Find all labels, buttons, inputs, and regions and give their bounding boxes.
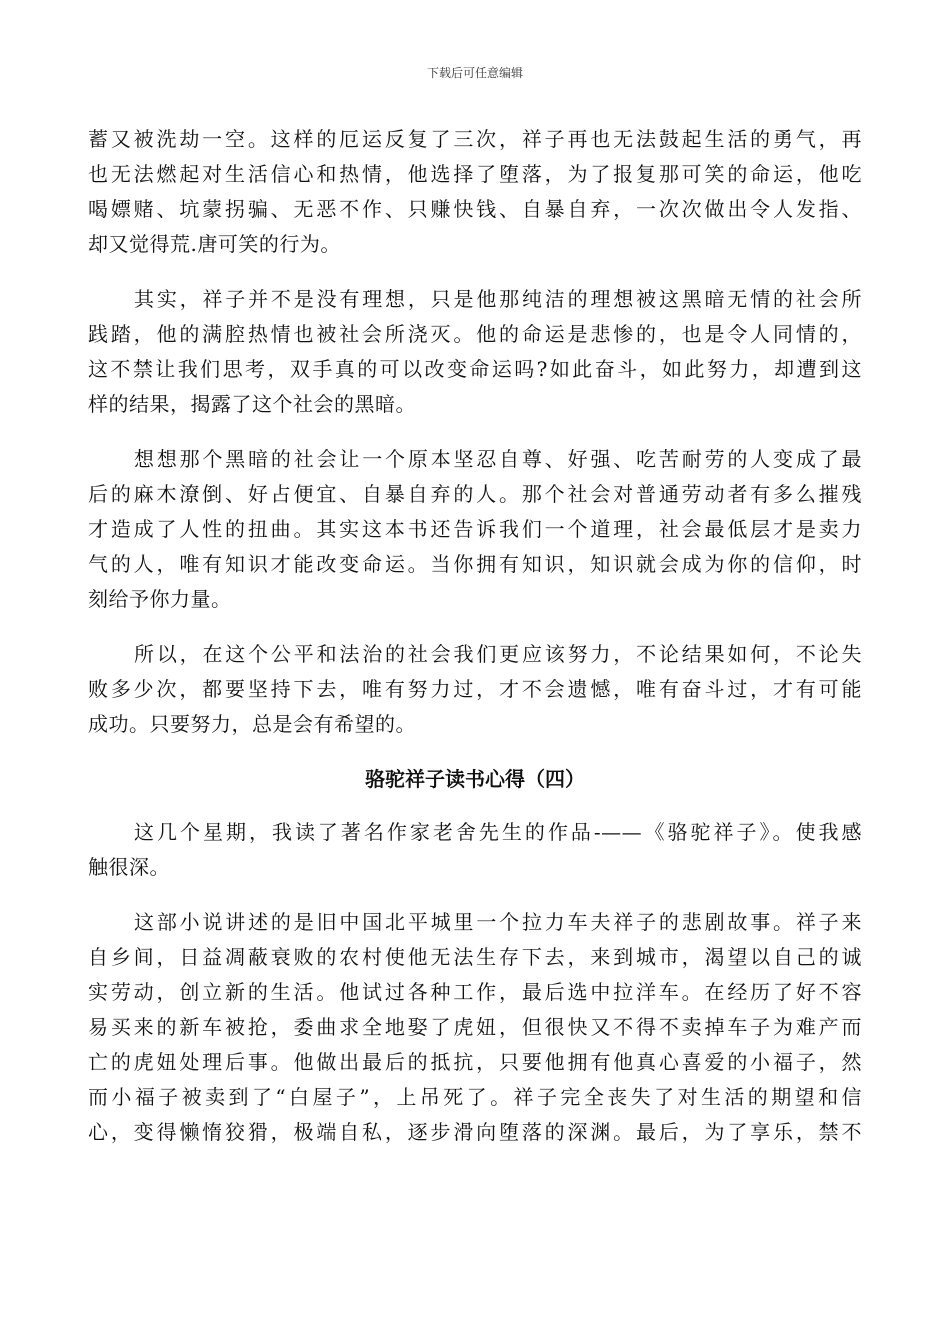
text-line: 心，变得懒惰狡猾，极端自私，逐步滑向堕落的深渊。最后，为了享乐，禁不	[88, 1120, 862, 1144]
text-line: 这部小说讲述的是旧中国北平城里一个拉力车夫祥子的悲剧故事。祥子来	[134, 910, 862, 934]
text-line: 易买来的新车被抢，委曲求全地娶了虎妞，但很快又不得不卖掉车子为难产而	[88, 1015, 862, 1039]
text-line: 成功。只要努力，总是会有希望的。	[88, 712, 416, 736]
text-line: 实劳动，创立新的生活。他试过各种工作，最后选中拉洋车。在经历了好不容	[88, 980, 862, 1004]
text-line: 也无法燃起对生活信心和热情，他选择了堕落，为了报复那可笑的命运，他吃	[88, 162, 862, 186]
section-title: 骆驼祥子读书心得（四）	[365, 767, 585, 791]
text-line: 而小福子被卖到了“白屋子”，上吊死了。祥子完全丧失了对生活的期望和信	[88, 1085, 862, 1109]
text-line: 刻给予你力量。	[88, 587, 232, 611]
page-header: 下载后可任意编辑	[426, 66, 523, 80]
text-line: 喝嫖赌、坑蒙拐骗、无恶不作、只赚快钱、自暴自弃，一次次做出令人发指、	[88, 197, 862, 221]
text-line: 践踏，他的满腔热情也被社会所浇灭。他的命运是悲惨的，也是令人同情的，	[88, 322, 862, 346]
text-line: 这几个星期，我读了著名作家老舍先生的作品-——《骆驼祥子》。使我感	[134, 820, 862, 844]
paragraph-2	[88, 282, 862, 422]
text-line: 所以，在这个公平和法治的社会我们更应该努力，不论结果如何，不论失	[134, 642, 862, 666]
text-line: 这不禁让我们思考，双手真的可以改变命运吗?如此奋斗，如此努力，却遭到这	[88, 357, 862, 381]
paragraph-3	[88, 442, 862, 617]
text-line: 败多少次，都要坚持下去，唯有努力过，才不会遗憾，唯有奋斗过，才有可能	[88, 677, 862, 701]
text-line: 触很深。	[88, 855, 170, 879]
text-line: 却又觉得荒.唐可笑的行为。	[88, 232, 341, 256]
text-line: 才造成了人性的扭曲。其实这本书还告诉我们一个道理，社会最低层才是卖力	[88, 517, 862, 541]
paragraph-1	[88, 122, 862, 262]
text-line: 想想那个黑暗的社会让一个原本坚忍自尊、好强、吃苦耐劳的人变成了最	[134, 447, 862, 471]
text-line: 后的麻木潦倒、好占便宜、自暴自弃的人。那个社会对普通劳动者有多么摧残	[88, 482, 862, 506]
text-line: 蓄又被洗劫一空。这样的厄运反复了三次，祥子再也无法鼓起生活的勇气，再	[88, 127, 862, 151]
text-line: 亡的虎妞处理后事。他做出最后的抵抗，只要他拥有他真心喜爱的小福子，然	[88, 1050, 862, 1074]
text-line: 气的人，唯有知识才能改变命运。当你拥有知识，知识就会成为你的信仰，时	[88, 552, 862, 576]
paragraph-6	[88, 905, 862, 1150]
text-line: 其实，祥子并不是没有理想，只是他那纯洁的理想被这黑暗无情的社会所	[134, 287, 862, 311]
text-line: 样的结果，揭露了这个社会的黑暗。	[88, 392, 416, 416]
document-body	[88, 122, 862, 1170]
paragraph-4	[88, 637, 862, 742]
text-line: 自乡间，日益凋蔽衰败的农村使他无法生存下去，来到城市，渴望以自己的诚	[88, 945, 862, 969]
paragraph-5	[88, 815, 862, 885]
